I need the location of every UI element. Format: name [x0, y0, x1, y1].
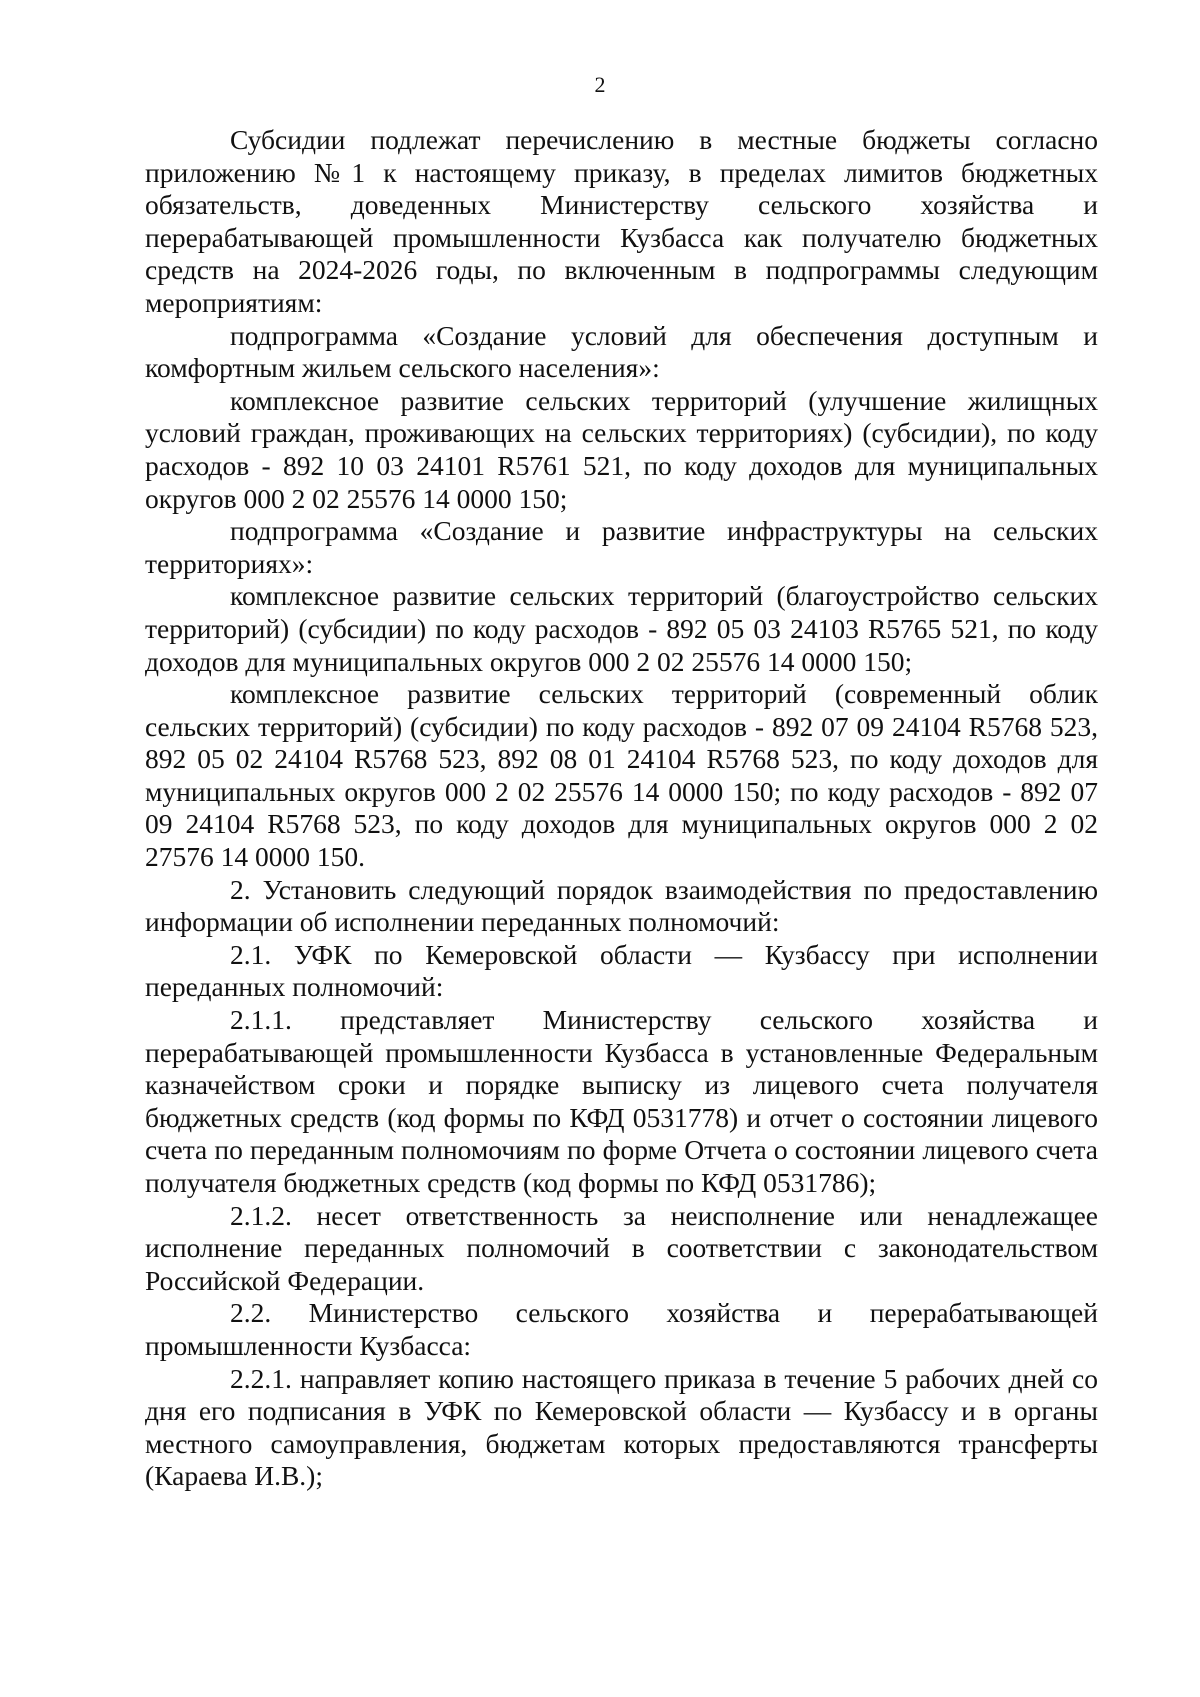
paragraph-landscaping: комплексное развитие сельских территорий (благоустройство сельских территорий) (субсидии) по коду расходов - 892 05 03 24103 R5765 521, по коду доходов для муниципальных округов 000 2 02 25576 14 0000 150;	[145, 580, 1098, 677]
paragraph-modern-appearance: комплексное развитие сельских территорий (современный облик сельских территорий) (субсидии) по коду расходов - 892 07 09 24104 R5768 523, 892 05 02 24104 R5768 523, 892 08 01 24104 R5768 523, по коду доходов для муниципальных округов 000 2 02 25576 14 0000 150; по коду расходов - 892 07 09 24104 R5768 523, по коду доходов для муниципальных округов 000 2 02 27576 14 0000 150.	[145, 678, 1098, 873]
paragraph-section-2-2: 2.2. Министерство сельского хозяйства и перерабатывающей промышленности Кузбасса:	[145, 1297, 1098, 1361]
page-number: 2	[594, 72, 606, 97]
paragraph-section-2-1: 2.1. УФК по Кемеровской области — Кузбассу при исполнении переданных полномочий:	[145, 938, 1098, 1003]
paragraph-subprogram-housing: подпрограмма «Создание условий для обеспечения доступным и комфортным жильем сельского населения»:	[145, 319, 1098, 384]
document-body	[145, 124, 1098, 1493]
paragraph-subsidies: Субсидии подлежат перечислению в местные бюджеты согласно приложению №1 к настоящему приказу, в пределах лимитов бюджетных обязательств, доведенных Министерству сельского хозяйства и перерабатывающей промышленности Кузбасса как получателю бюджетных средств на 2024-2026 годы, по включенным в подпрограммы следующим мероприятиям:	[145, 124, 1098, 318]
paragraph-housing-conditions: комплексное развитие сельских территорий (улучшение жилищных условий граждан, проживающих на сельских территориях) (субсидии), по коду расходов - 892 10 03 24101 R5761 521, по коду доходов для муниципальных округов 000 2 02 25576 14 0000 150;	[145, 384, 1098, 514]
paragraph-section-2: 2. Установить следующий порядок взаимодействия по предоставлению информации об исполнении переданных полномочий:	[145, 873, 1098, 938]
paragraph-section-2-2-1: 2.2.1. направляет копию настоящего приказа в течение 5 рабочих дней со дня его подписания в УФК по Кемеровской области — Кузбассу и в органы местного самоуправления, бюджетам которых предоставляются трансферты (Караева И.В.);	[145, 1362, 1098, 1492]
paragraph-section-2-1-2: 2.1.2. несет ответственность за неисполнение или ненадлежащее исполнение переданных полномочий в соответствии с законодательством Российской Федерации.	[145, 1199, 1098, 1296]
paragraph-subprogram-infrastructure: подпрограмма «Создание и развитие инфраструктуры на сельских территориях»:	[145, 515, 1098, 579]
paragraph-section-2-1-1: 2.1.1. представляет Министерству сельского хозяйства и перерабатывающей промышленности Кузбасса в установленные Федеральным казначейством сроки и порядке выписку из лицевого счета получателя бюджетных средств (код формы по КФД 0531778) и отчет о состоянии лицевого счета по переданным полномочиям по форме Отчета о состоянии лицевого счета получателя бюджетных средств (код формы по КФД 0531786);	[145, 1004, 1098, 1198]
